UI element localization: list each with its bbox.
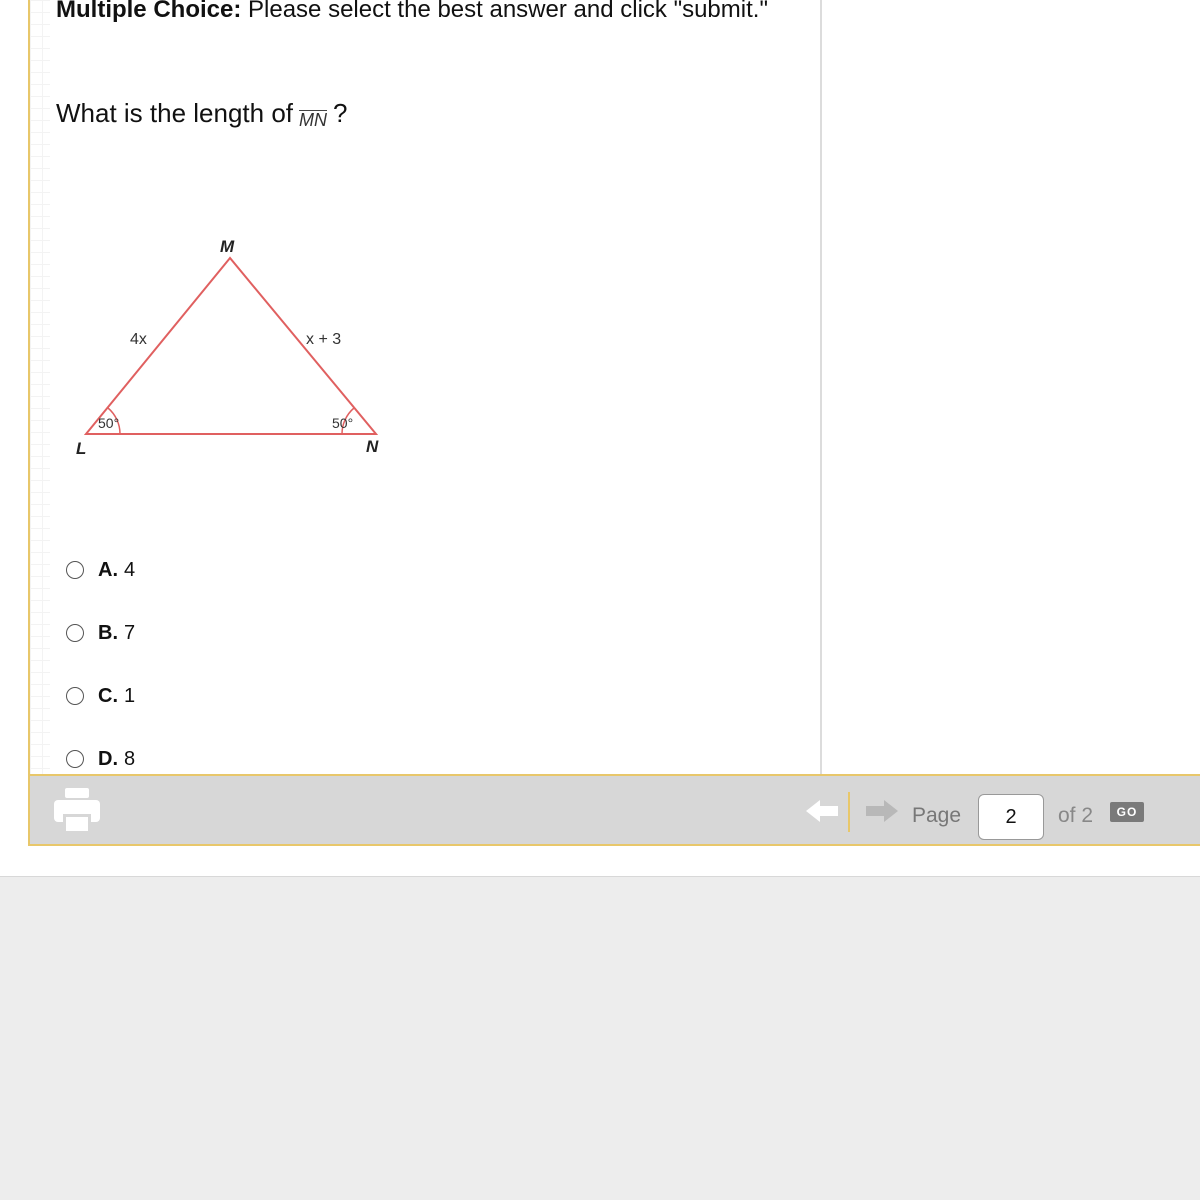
vertex-label-m: M [220, 237, 235, 256]
radio-button-c[interactable] [66, 687, 84, 705]
choice-value: 8 [124, 747, 136, 770]
vertex-label-n: N [366, 437, 379, 456]
back-arrow-icon[interactable] [804, 796, 840, 826]
radio-button-b[interactable] [66, 624, 84, 642]
forward-arrow-icon[interactable] [864, 796, 900, 826]
question-text [56, 98, 348, 129]
go-button[interactable]: GO [1110, 802, 1144, 822]
page-total: of 2 [1058, 804, 1094, 827]
choice-letter: A. [98, 558, 118, 581]
choice-value: 7 [124, 621, 136, 644]
question-prefix: What is the length of [56, 98, 294, 128]
angle-label-n: 50° [332, 415, 354, 431]
toolbar [28, 774, 1200, 846]
question-suffix: ? [333, 98, 348, 128]
choice-letter: C. [98, 684, 118, 707]
choice-value: 4 [124, 558, 136, 581]
radio-button-d[interactable] [66, 750, 84, 768]
side-label-lm: 4x [130, 331, 147, 348]
print-icon[interactable] [52, 786, 102, 836]
choice-a[interactable] [66, 556, 135, 584]
radio-button-a[interactable] [66, 561, 84, 579]
nav-divider [848, 792, 850, 832]
choice-value: 1 [124, 684, 136, 707]
right-divider [820, 0, 822, 776]
side-label-mn: x + 3 [306, 331, 342, 348]
choice-d[interactable] [66, 745, 135, 773]
page-label: Page [912, 804, 962, 827]
segment-label: MN [299, 110, 328, 130]
choice-b[interactable] [66, 619, 135, 647]
vertex-label-l: L [76, 439, 87, 458]
margin-grid [30, 0, 50, 776]
page-number-input[interactable] [978, 794, 1044, 840]
instructions-label: Multiple Choice: [56, 0, 242, 23]
angle-label-l: 50° [98, 415, 120, 431]
choice-letter: D. [98, 747, 118, 770]
triangle-diagram [60, 230, 400, 470]
choice-letter: B. [98, 621, 118, 644]
instructions [56, 0, 816, 28]
instructions-text: Please select the best answer and click "submit." [241, 0, 768, 23]
choice-c[interactable] [66, 682, 135, 710]
